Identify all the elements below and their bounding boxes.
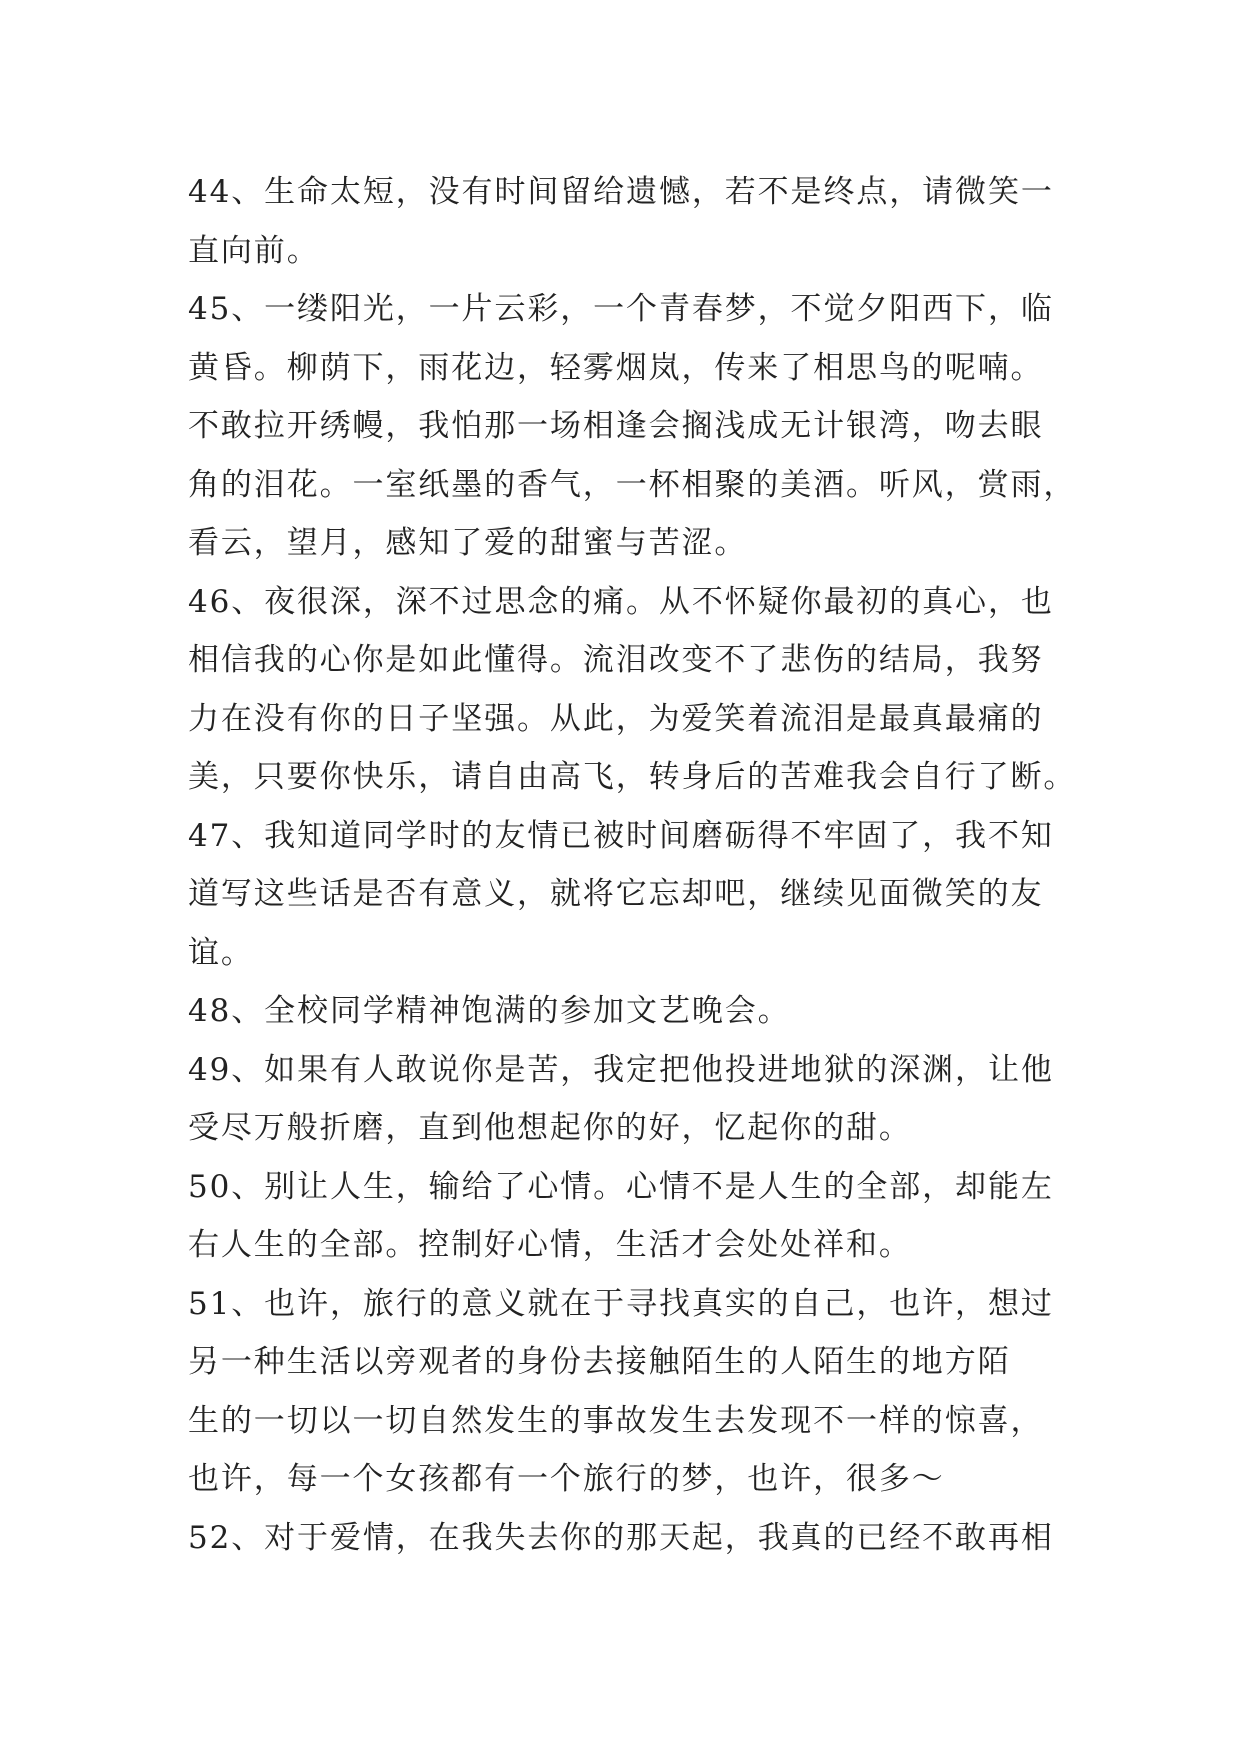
- text-line: 也许，每一个女孩都有一个旅行的梦，也许，很多～: [188, 1461, 945, 1497]
- text-line: 另一种生活以旁观者的身份去接触陌生的人陌生的地方陌: [188, 1344, 1011, 1380]
- text-line: 不敢拉开绣幔，我怕那一场相逢会搁浅成无计银湾，吻去眼: [188, 408, 1044, 444]
- text-line: 51、也许，旅行的意义就在于寻找真实的自己，也许，想过: [188, 1285, 1054, 1322]
- text-line: 直向前。: [188, 232, 320, 269]
- text-line: 50、别让人生，输给了心情。心情不是人生的全部，却能左: [188, 1168, 1054, 1205]
- text-line: 44、生命太短，没有时间留给遗憾，若不是终点，请微笑一: [188, 174, 1054, 210]
- text-line: 45、一缕阳光，一片云彩，一个青春梦，不觉夕阳西下，临: [188, 291, 1054, 327]
- text-line: 美，只要你快乐，请自由高飞，转身后的苦难我会自行了断。: [188, 759, 1077, 795]
- text-line: 生的一切以一切自然发生的事故发生去发现不一样的惊喜，: [188, 1402, 1044, 1439]
- text-line: 谊。: [188, 934, 254, 971]
- text-line: 48、全校同学精神饱满的参加文艺晚会。: [188, 993, 791, 1029]
- text-line: 受尽万般折磨，直到他想起你的好，忆起你的甜。: [188, 1110, 912, 1146]
- text-line: 道写这些话是否有意义，就将它忘却吧，继续见面微笑的友: [188, 876, 1044, 912]
- text-line: 看云，望月，感知了爱的甜蜜与苦涩。: [188, 525, 748, 561]
- text-line: 47、我知道同学时的友情已被时间磨砺得不牢固了，我不知: [188, 817, 1054, 854]
- text-line: 力在没有你的日子坚强。从此，为爱笑着流泪是最真最痛的: [188, 700, 1044, 737]
- text-line: 46、夜很深，深不过思念的痛。从不怀疑你最初的真心，也: [188, 583, 1054, 620]
- text-line: 相信我的心你是如此懂得。流泪改变不了悲伤的结局，我努: [188, 642, 1044, 678]
- document-body: [188, 163, 1077, 1567]
- text-line: 黄昏。柳荫下，雨花边，轻雾烟岚，传来了相思鸟的呢喃。: [188, 349, 1044, 386]
- text-line: 角的泪花。一室纸墨的香气，一杯相聚的美酒。听风，赏雨，: [188, 466, 1077, 503]
- text-line: 49、如果有人敢说你是苦，我定把他投进地狱的深渊，让他: [188, 1051, 1054, 1088]
- text-line: 右人生的全部。控制好心情，生活才会处处祥和。: [188, 1227, 912, 1263]
- text-line: 52、对于爱情，在我失去你的那天起，我真的已经不敢再相: [188, 1519, 1054, 1556]
